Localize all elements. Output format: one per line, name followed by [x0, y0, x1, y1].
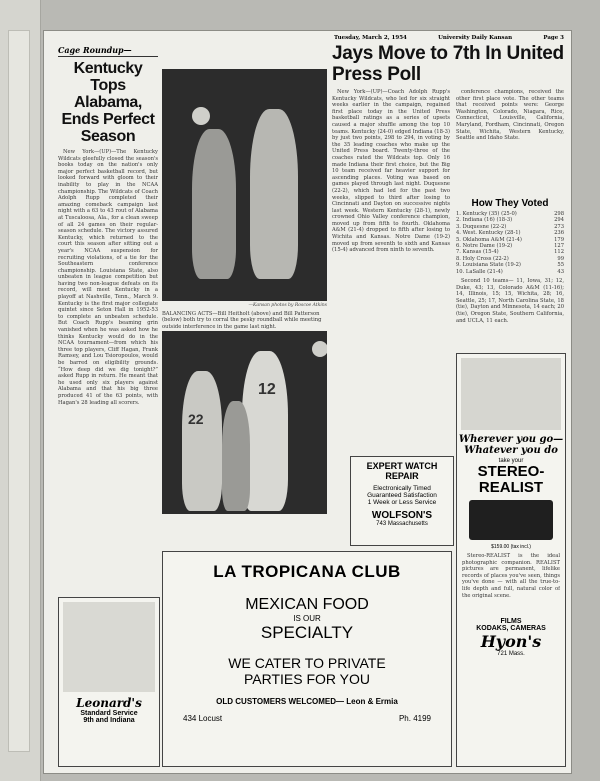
la-tropicana-ad [162, 551, 452, 767]
stereo-address: 721 Mass. [497, 651, 525, 657]
leonards-line1: Standard Service [80, 710, 138, 717]
bottom-basketball-photo [162, 331, 327, 514]
stereo-kodaks: KODAKS, CAMERAS [476, 625, 546, 632]
stereo-script-2: Whatever you do [464, 445, 558, 456]
right-headline: Jays Move to 7th In United Press Poll [332, 43, 564, 85]
ranking-points: 179 [554, 236, 564, 243]
ranking-team: Kentucky (35) (25-0) [462, 211, 517, 217]
ranking-points: 99 [557, 255, 564, 262]
watch-ad-line3: 1 Week or Less Service [367, 499, 437, 506]
leonards-name: Leonard's [76, 696, 142, 710]
ranking-points: 273 [554, 223, 564, 230]
story-kicker: Cage Roundup— [58, 45, 158, 57]
ranking-team: Holy Cross (22-2) [462, 255, 509, 262]
ranking-points: 112 [554, 249, 564, 256]
stereo-script-1: Wherever you go— [458, 434, 564, 445]
left-headline: Kentucky Tops Alabama, Ends Perfect Season [61, 60, 155, 145]
camera-icon [469, 500, 553, 540]
ranking-team: West. Kentucky (28-1) [462, 230, 521, 237]
ranking-rank: 10. [456, 268, 465, 275]
ranking-rank: 7. [456, 249, 461, 256]
watch-ad-line1: Electronically Timed [373, 485, 431, 492]
left-body-text: New York—(UP)—The Kentucky Wildcats gleefully closed the season's books today on the nation's only major perfect basketball record, but looked forward with gloom to their inability to play in the NCAA championship. The Wildcats of Coach Adolph Rupp completed their amazing comeback campaign last night with a 63 to 43 rout of Alabama at Tuscaloosa, Ala., for a clean sweep of all 24 games on their regular-season schedule. The victory assured Kentucky, which returned to the court this season after sitting out a year's NCAA suspension for recruiting violations, of a tie for the Southeastern conference championship. Louisiana State, also unbeaten in league competition but having two non-league defeats on its record, will meet Kentucky in a playoff at Nashville, Tenn., March 9. Kentucky is the first major collegiate quintet since Seton Hall in 1952-53 to complete an unbeaten schedule. But Coach Rupp's beaming grin vanished when he was asked how he thinks Kentucky would do in the NCAA tournament—from which his three top players, Cliff Hagan, Frank Ramsey, and Lou Tsioropoulos, would be barred on eligibility grounds. “How deep did we dig tonight?” asked Rupp in return. He meant that he used only six players against Alabama and that his big three produced 41 of the 63 points, with Hagan's 28 leading all scorers. [58, 149, 158, 406]
ranking-rank: 5. [456, 236, 461, 243]
stereo-realist-ad [456, 353, 566, 767]
header-page-number: Page 3 [543, 35, 564, 41]
second-ten-text: Second 10 teams— 11, Iowa, 31; 12, Duke, 43; 13, Colorado A&M (11-16); 14, Illinois, 15; 15, Wichita, 28; 16, Seattle, 25; 17, North Carolina State, 18 (tie), Dayton and Minnesota, 14 each; 20 (tie), Oregon State, Southern California, and UCLA, 11 each. [456, 278, 564, 324]
club-ad-line4: WE CATER TO PRIVATE [228, 655, 386, 671]
top-basketball-photo [162, 69, 327, 301]
club-ad-line1: MEXICAN FOOD [245, 596, 369, 613]
ranking-rank: 4. [456, 230, 461, 237]
ranking-rank: 6. [456, 243, 461, 250]
ranking-team: Indiana (16) (18-3) [462, 217, 513, 224]
watch-repair-ad [350, 456, 454, 546]
ranking-points: 236 [554, 230, 564, 237]
club-ad-line5: PARTIES FOR YOU [243, 671, 371, 687]
ranking-team: Louisiana State (19-2) [462, 262, 521, 269]
club-ad-address: 434 Locust [183, 714, 223, 723]
ranking-team: Kansas (15-4) [462, 249, 499, 256]
ranking-rank: 2. [456, 217, 461, 224]
watch-ad-line2: Guaranteed Satisfaction [367, 492, 437, 499]
ranking-points: 55 [557, 262, 564, 269]
rankings-box [456, 198, 564, 328]
stereo-brand: STEREO-REALIST [477, 463, 545, 496]
binder-strip [8, 30, 30, 752]
rankings-title: How They Voted [471, 198, 549, 209]
club-ad-line2: IS OUR [293, 614, 321, 623]
ranking-points: 43 [557, 268, 564, 275]
stereo-body-text: Stereo-REALIST is the ideal photographic companion. REALIST pictures are permanent, lifelike records of places you've seen, things you've done — with all the true-to-life depth and full, natural color of the original scene. [462, 553, 560, 599]
ranking-rank: 9. [456, 262, 461, 269]
ranking-rank: 1. [456, 211, 461, 217]
stereo-take-your: take your [498, 458, 524, 464]
watch-ad-shop: WOLFSON'S [371, 510, 433, 521]
stereo-films: FILMS [500, 618, 522, 625]
ranking-team: Duquesne (22-2) [462, 223, 507, 230]
left-column-story [58, 45, 158, 569]
photo-caption: BALANCING ACTS—Bill Heitholt (above) and Bill Patterson (below) both try to corral the pesky roundball while meeting outside interference in the game last night. [162, 311, 322, 330]
newspaper-page [43, 30, 572, 774]
binder-edge [0, 0, 41, 781]
traveler-illustration [461, 358, 561, 430]
club-ad-line6: OLD CUSTOMERS WELCOMED— Leon & Ermia [216, 697, 398, 706]
right-column-body: conference champions, received the other first place vote. The other teams that received points were: George Washington, Colorado, Niagara, Rice, Connecticut, Louisville, California, Maryland, Fordham, Cincinnati, Oregon State, Wichita, Western Kentucky, Seattle and Idaho State. [456, 89, 564, 142]
watch-ad-address: 743 Massachusetts [376, 521, 428, 527]
header-paper: University Daily Kansan [438, 35, 513, 41]
jersey-number-22: 22 [188, 411, 204, 427]
watch-ad-title: EXPERT WATCH REPAIR [366, 461, 438, 481]
ranking-team: Notre Dame (19-2) [462, 243, 513, 250]
ranking-points: 127 [554, 243, 564, 250]
stereo-price: $159.00 (tax incl.) [491, 544, 531, 550]
ranking-rank: 8. [456, 255, 461, 262]
ranking-points: 298 [554, 211, 564, 217]
ranking-team: Oklahoma A&M (21-4) [462, 236, 522, 243]
ranking-rank: 3. [456, 223, 461, 230]
page-header [334, 35, 564, 41]
car-illustration [63, 602, 155, 692]
stereo-shop: Hyon's [480, 632, 542, 651]
leonards-ad [58, 597, 160, 767]
ranking-row [456, 269, 564, 275]
club-ad-phone: Ph. 4199 [398, 714, 431, 723]
rankings-list [456, 211, 564, 275]
jersey-number-12: 12 [258, 381, 276, 398]
right-story-body: New York—(UP)—Coach Adolph Rupp's Kentucky Wildcats, who led for six straight weeks earlier in the campaign, regained first place today in the United Press basketball ratings as a series of upsets caused a major shuffle among the top 10 teams. Kentucky (24-0) edged Indiana (18-3) by just two points, 298 to 294, in voting by the 35 leading coaches who make up the United Press board. Twenty-three of the coaches rated the Wildcats top. Only 16 made Indiana their first choice, but the Big 10 team received far heavier support for ascending places. Voting was based on games played through last night. Duquesne (22-2), which had led for the past two weeks, slipped to third after losing to Cincinnati and Dayton on successive nights last week. Western Kentucky (28-1), newly crowned Ohio Valley conference champion, moved up from fifth to fourth. Oklahoma A&M (21-4) dropped to fifth after losing to Wichita and Kansas. Notre Dame (19-2) moved up from seventh to sixth and Kansas (15-4) advanced from ninth to seventh. [332, 89, 450, 254]
ranking-team: LaSalle (21-4) [465, 268, 503, 275]
leonards-line2: 9th and Indiana [83, 717, 135, 724]
club-ad-line3: SPECIALTY [260, 623, 354, 642]
club-ad-footer [183, 714, 431, 723]
club-ad-title: LA TROPICANA CLUB [213, 562, 401, 581]
ranking-points: 294 [554, 217, 564, 224]
photo-credit: —Kansan photos by Roscoe Atkins [248, 303, 327, 308]
header-date: Tuesday, March 2, 1954 [334, 35, 407, 41]
